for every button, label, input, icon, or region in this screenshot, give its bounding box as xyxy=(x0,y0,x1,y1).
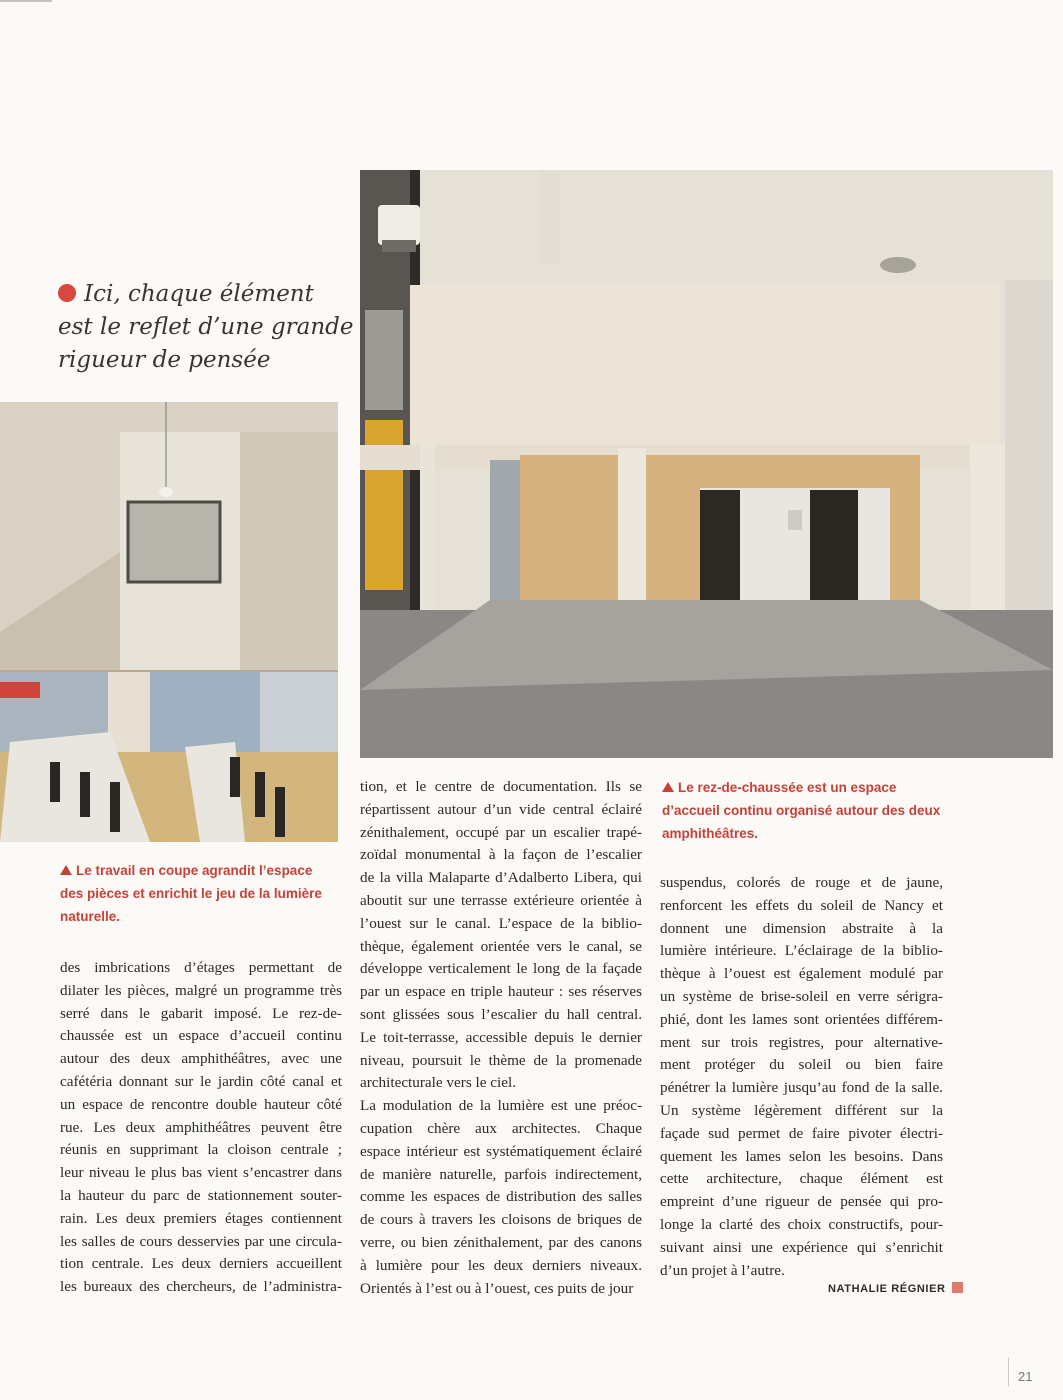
text-line: cupation chère aux architectes. Chaque xyxy=(360,1119,642,1137)
caption-left xyxy=(60,859,340,928)
text-line: empreint d’une rigueur de pensée qui pro- xyxy=(660,1193,943,1211)
text-line: ment protéger du soleil ou bien faire xyxy=(660,1056,943,1074)
text-line: par un espace en triple hauteur : ses réserves xyxy=(360,983,642,1001)
text-line: architecturale vers le ciel. xyxy=(360,1074,516,1092)
text-line: serré dans le gabarit imposé. Le rez-de- xyxy=(60,1004,342,1022)
pull-quote xyxy=(58,278,358,377)
pull-quote-line: Ici, chaque élément xyxy=(58,278,358,311)
author-signature: NATHALIE RÉGNIER xyxy=(828,1282,963,1295)
text-line: La modulation de la lumière est une préoc- xyxy=(360,1097,642,1115)
text-line: cafétéria donnant sur le jardin côté canal et xyxy=(60,1072,342,1090)
text-line: de cours à travers les cloisons de briques de xyxy=(360,1211,642,1229)
caption-line: amphithéâtres. xyxy=(662,826,759,841)
text-line: pénétrer la lumière jusqu’au fond de la salle. xyxy=(660,1079,943,1097)
text-line: renforcent les effets du soleil de Nancy et xyxy=(660,896,943,914)
text-line: des imbrications d’étages permettant de xyxy=(60,959,342,976)
text-column-3 xyxy=(660,872,943,1282)
text-line: autour des deux amphithéâtres, avec une xyxy=(60,1050,342,1068)
text-line: un espace de rencontre double hauteur côté xyxy=(60,1095,342,1113)
text-line: donnent une dimension abstraite à la xyxy=(660,919,943,937)
text-line: suspendus, colorés de rouge et de jaune, xyxy=(660,874,943,891)
text-line: quement les lames selon les besoins. Dans xyxy=(660,1147,943,1165)
text-line: un système de brise-soleil en verre sérigra- xyxy=(660,987,943,1005)
text-line: leur niveau le plus bas vient s’encastrer dans xyxy=(60,1164,342,1182)
text-line: espace intérieur est systématiquement éclairé xyxy=(360,1142,642,1160)
text-line: façade sud permet de faire pivoter électri- xyxy=(660,1124,943,1142)
text-line: d’un projet à l’autre. xyxy=(660,1261,785,1279)
text-line: chaussée est un espace d’accueil continu xyxy=(60,1027,342,1045)
caption-line: d’accueil continu organisé autour des deux xyxy=(662,803,941,818)
text-line: lumière intérieure. L’éclairage de la biblio- xyxy=(660,942,943,960)
triangle-up-icon xyxy=(60,865,72,875)
text-line: verre, ou bien zénithalement, par des canons xyxy=(360,1233,642,1251)
text-line: tion centrale. Les deux derniers accueillent xyxy=(60,1255,342,1273)
text-line: thèque, également orientée vers le canal, se xyxy=(360,937,642,955)
text-line: zénithalement, occupé par un escalier trapé- xyxy=(360,823,642,841)
pull-quote-line: est le reflet d’une grande xyxy=(58,314,354,340)
text-line: les salles de cours desservies par une circula- xyxy=(60,1232,342,1250)
photo-cafeteria-illustration xyxy=(0,402,338,842)
caption-right xyxy=(662,776,962,845)
text-line: de la villa Malaparte d’Adalberto Libera, qui xyxy=(360,869,642,887)
page-number: 21 xyxy=(1018,1369,1033,1384)
text-line: Un système légèrement différent sur la xyxy=(660,1101,943,1119)
caption-line: Le travail en coupe agrandit l’espace xyxy=(60,859,340,882)
folio-rule xyxy=(1008,1358,1009,1386)
text-line: ment sur trois registres, pour alternative- xyxy=(660,1033,943,1051)
text-line: zoïdal monumental à la façon de l’escalier xyxy=(360,846,642,864)
text-line: la hauteur du parc de stationnement souter- xyxy=(60,1186,342,1204)
red-square-icon xyxy=(952,1282,963,1293)
top-rule xyxy=(0,0,52,2)
text-column-1 xyxy=(60,957,342,1299)
red-dot-icon xyxy=(58,284,76,302)
text-line: suivant ainsi une expérience qui s’enrichit xyxy=(660,1238,943,1256)
text-line: dilater les pièces, malgré un programme très xyxy=(60,981,342,999)
text-column-2 xyxy=(360,776,642,1300)
text-line: tion, et le centre de documentation. Ils se xyxy=(360,778,642,795)
text-line: répartissent autour d’un vide central éclairé xyxy=(360,800,642,818)
text-line: cette architecture, chaque élément est xyxy=(660,1170,943,1188)
caption-line: Le rez-de-chaussée est un espace xyxy=(662,776,962,799)
text-line: à lumière pour les deux derniers niveaux. xyxy=(360,1256,642,1274)
caption-line: naturelle. xyxy=(60,909,121,924)
photo-cafeteria xyxy=(0,402,338,842)
text-line: niveau, poursuit le thème de la promenade xyxy=(360,1051,642,1069)
text-line: thèque à l’ouest est également modulé par xyxy=(660,965,943,983)
text-line: comme les espaces de distribution des salles xyxy=(360,1188,642,1206)
text-line: rain. Les deux premiers étages contiennent xyxy=(60,1209,342,1227)
text-line: réunis en supprimant la cloison centrale ; xyxy=(60,1141,342,1159)
photo-ground-floor-hall xyxy=(360,170,1053,758)
text-line: Orientés à l’est ou à l’ouest, ces puits de jour xyxy=(360,1279,634,1297)
text-line: longe la clarté des choix constructifs, pour- xyxy=(660,1215,943,1233)
text-line: phié, dont les lames sont orientées différem- xyxy=(660,1010,943,1028)
text-line: rue. Les deux amphithéâtres peuvent être xyxy=(60,1118,342,1136)
text-line: sont glissées sous l’escalier du hall central. xyxy=(360,1005,642,1023)
text-line: Le toit-terrasse, accessible depuis le dernier xyxy=(360,1028,642,1046)
text-line: aboutit sur une terrasse extérieure orientée à xyxy=(360,891,642,909)
photo-hall-illustration xyxy=(360,170,1053,758)
text-line: l’ouest sur le canal. L’espace de la biblio- xyxy=(360,914,642,932)
text-line: développe verticalement le long de la façade xyxy=(360,960,642,978)
triangle-up-icon xyxy=(662,782,674,792)
pull-quote-line: rigueur de pensée xyxy=(58,347,271,373)
caption-line: des pièces et enrichit le jeu de la lumière xyxy=(60,886,322,901)
text-line: de manière naturelle, parfois indirectement, xyxy=(360,1165,642,1183)
text-line: les bureaux des chercheurs, de l’administra- xyxy=(60,1278,342,1296)
